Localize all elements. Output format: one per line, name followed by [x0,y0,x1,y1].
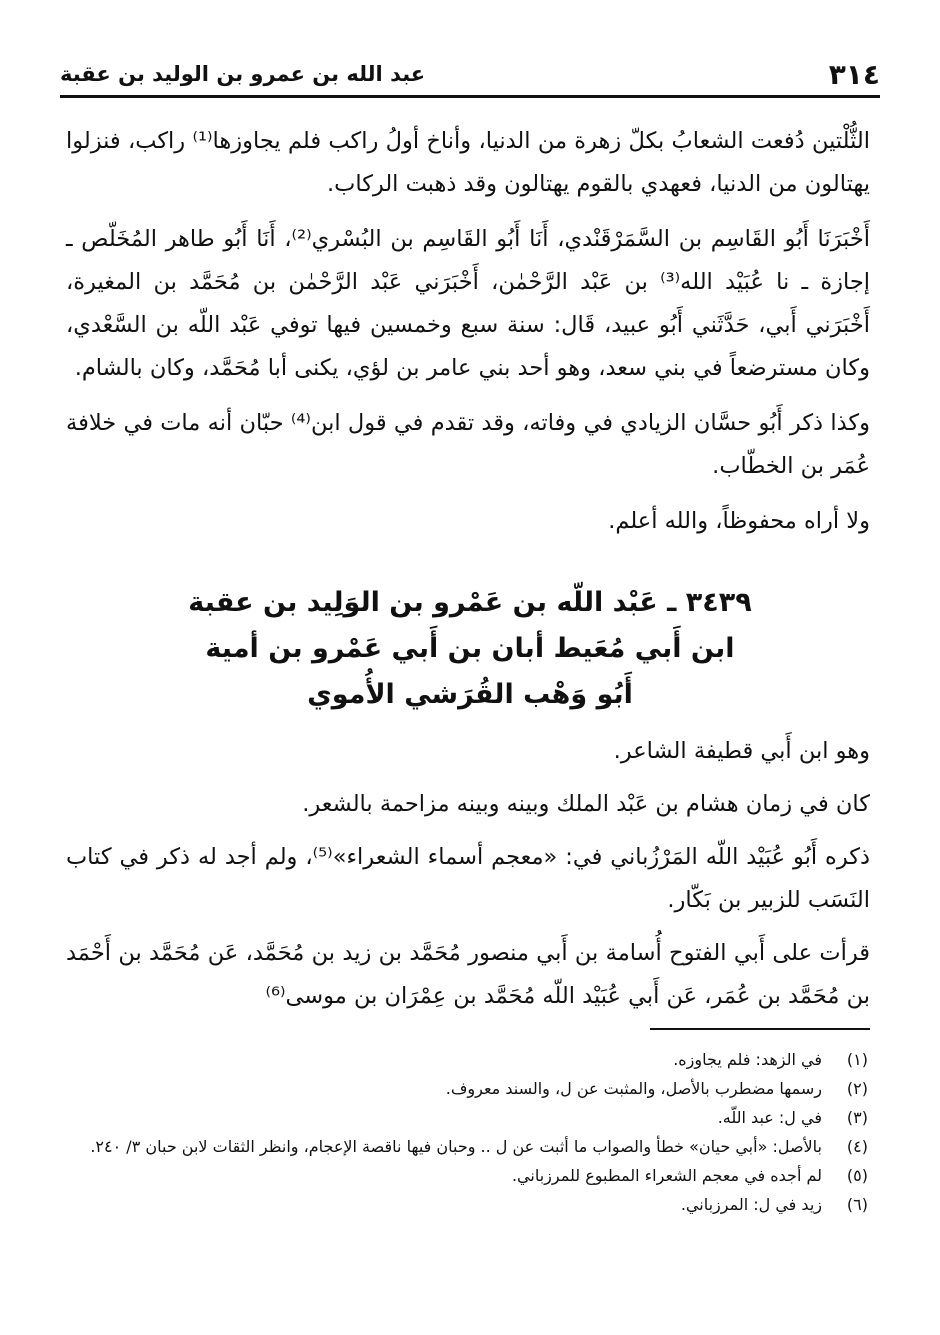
paragraph: وكذا ذكر أَبُو حسَّان الزيادي في وفاته، وقد تقدم في قول ابن⁽⁴⁾ حبّان أنه مات في خلافة عُمَر بن الخطّاب. [66,410,870,479]
footnote [66,1075,868,1102]
footnote-rule [650,1028,870,1030]
footnote-number: (٥) [846,1166,868,1185]
footnote-number: (١) [846,1050,868,1069]
entry-title [120,580,820,718]
main-text-block-2 [66,730,870,1018]
running-title: عبد الله بن عمرو بن الوليد بن عقبة [60,62,426,86]
running-header [60,52,880,94]
footnotes [66,1046,868,1220]
footnote-text: في الزهد: فلم يجاوزه. [673,1050,822,1069]
footnote [66,1104,868,1131]
footnote [66,1191,868,1218]
paragraph: ذكره أَبُو عُبَيْد اللّه المَرْزُباني في: «معجم أسماء الشعراء»⁽⁵⁾، ولم أجد له ذكر في كتاب النَسَب للزبير بن بَكّار. [66,844,870,913]
header-rule [60,95,880,98]
footnote-text: رسمها مضطرب بالأصل، والمثبت عن ل، والسند معروف. [445,1079,822,1098]
footnote-number: (٣) [846,1108,868,1127]
entry-title-line: ٣٤٣٩ ـ عَبْد اللّه بن عَمْرو بن الوَلِيد بن عقبة [188,587,752,618]
entry-title-line: أَبُو وَهْب القُرَشي الأُموي [307,679,633,710]
entry-title-line: ابن أَبي مُعَيط أبان بن أَبي عَمْرو بن أمية [205,633,735,664]
paragraph: قرأت على أَبي الفتوح أُسامة بن أَبي منصور مُحَمَّد بن زيد بن مُحَمَّد، عَن مُحَمَّد بن أَحْمَد بن مُحَمَّد بن عُمَر، عَن أَبي عُبَيْد اللّه مُحَمَّد بن عِمْرَان بن موسى⁽⁶⁾ [66,940,870,1009]
footnote [66,1133,868,1160]
paragraph: ولا أراه محفوظاً، والله أعلم. [608,508,870,534]
paragraph: وهو ابن أَبي قطيفة الشاعر. [613,738,870,764]
page-number: ٣١٤ [828,58,880,91]
paragraph: أَخْبَرَنَا أَبُو القَاسِم بن السَّمَرْقَنْدي، أَنَا أَبُو القَاسِم بن البُسْري⁽²⁾، أَنَا أَبُو طاهر المُخَلّص ـ إجازة ـ نا عُبَيْد الله⁽³⁾ بن عَبْد الرَّحْمٰن، أَخْبَرَني عَبْد الرَّحْمٰن بن مُحَمَّد بن المغيرة، أَخْبَرَني أَبي، حَدَّثَني أَبُو عبيد، قَال: سنة سبع وخمسين فيها توفي عَبْد اللّه بن السَّعْدي، وكان مسترضعاً في بني سعد، وهو أحد بني عامر بن لؤي، يكنى أبا مُحَمَّد، وكان بالشام. [66,226,870,381]
paragraph: كان في زمان هشام بن عَبْد الملك وبينه وبينه مزاحمة بالشعر. [302,791,870,817]
footnote [66,1162,868,1189]
footnote [66,1046,868,1073]
footnote-text: بالأصل: «أبي حيان» خطأ والصواب ما أثبت عن ل .. وحبان فيها ناقصة الإعجام، وانظر الثقات لابن حبان ٣/ ٢٤٠. [90,1137,822,1156]
footnote-number: (٦) [846,1195,868,1214]
main-text-block-1 [66,120,870,543]
paragraph: الثُّلْتين دُفعت الشعابُ بكلّ زهرة من الدنيا، وأناخ أولُ راكب فلم يجاوزها⁽¹⁾ راكب، فنزلوا يهتالون من الدنيا، فعهدي بالقوم يهتالون وقد ذهبت الركاب. [66,128,870,197]
footnote-number: (٢) [846,1079,868,1098]
footnote-text: في ل: عبد اللّه. [717,1108,822,1127]
footnote-number: (٤) [846,1137,868,1156]
footnote-text: لم أجده في معجم الشعراء المطبوع للمرزباني. [511,1166,822,1185]
footnote-text: زيد في ل: المرزباني. [680,1195,822,1214]
